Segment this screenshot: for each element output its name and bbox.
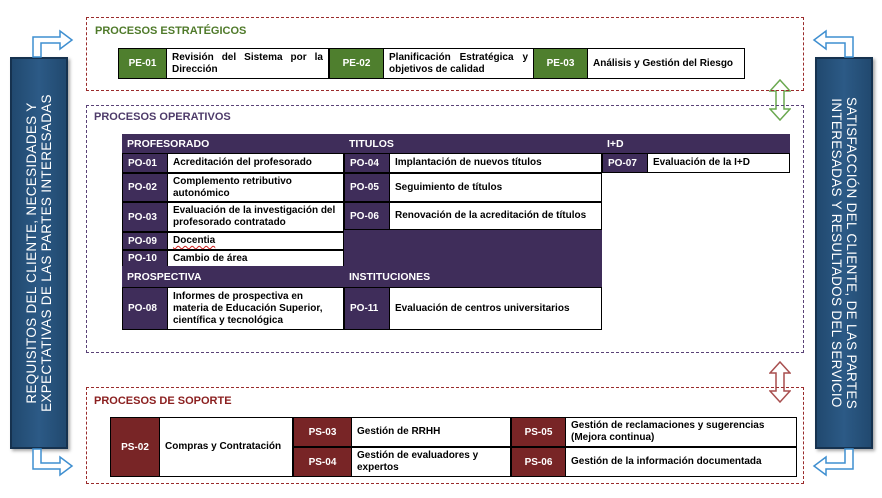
pe-01-label: Revisión del Sistema por la Dirección <box>166 48 329 79</box>
top-left-bend-arrow-icon <box>30 26 74 58</box>
soporte-title: PROCESOS DE SOPORTE <box>94 395 232 407</box>
po-02-label: Complemento retributivo autonómico <box>167 173 344 202</box>
po-09-label-text: Docentia <box>173 235 216 246</box>
ps-03-label: Gestión de RRHH <box>351 417 511 447</box>
id-header: I+D <box>602 134 790 153</box>
po-04-label: Implantación de nuevos títulos <box>389 153 602 173</box>
po-06-label: Renovación de la acreditación de títulos <box>389 202 602 230</box>
po-08-code: PO-08 <box>122 287 168 330</box>
top-right-bend-arrow-icon <box>812 26 856 58</box>
po-11-label: Evaluación de centros universitarios <box>389 287 602 330</box>
ps-04-label: Gestión de evaluadores y expertos <box>351 447 511 477</box>
po-04-code: PO-04 <box>344 153 390 173</box>
estrategicos-title: PROCESOS ESTRATÉGICOS <box>95 25 247 37</box>
po-05-code: PO-05 <box>344 173 390 202</box>
pe-02-label: Planificación Estratégica y objetivos de calidad <box>383 48 534 79</box>
profesorado-header: PROFESORADO <box>122 134 344 153</box>
po-08-label: Informes de prospectiva en materia de Educación Superior, científica y tecnológica <box>167 287 344 330</box>
client-requirements-bar <box>10 57 68 449</box>
ps-02-code: PS-02 <box>110 417 160 477</box>
bottom-left-bend-arrow-icon <box>30 448 74 480</box>
po-06-code: PO-06 <box>344 202 390 230</box>
operativos-title: PROCESOS OPERATIVOS <box>94 111 231 123</box>
po-01-label: Acreditación del profesorado <box>167 153 344 173</box>
po-10-label: Cambio de área <box>167 250 344 267</box>
pe-01-code: PE-01 <box>118 48 167 79</box>
po-09-code: PO-09 <box>122 232 168 250</box>
ps-04-code: PS-04 <box>293 447 352 477</box>
po-02-code: PO-02 <box>122 173 168 202</box>
po-01-code: PO-01 <box>122 153 168 173</box>
ps-02-label: Compras y Contratación <box>159 417 293 477</box>
po-10-code: PO-10 <box>122 250 168 267</box>
ps-05-code: PS-05 <box>511 417 566 447</box>
ps-06-label: Gestión de la información documentada <box>565 447 797 477</box>
client-satisfaction-line-2: INTERESADAS Y RESULTADOS DEL SERVICIO <box>829 98 844 408</box>
po-07-code: PO-07 <box>602 153 648 173</box>
po-07-label: Evaluación de la I+D <box>647 153 790 173</box>
bottom-right-bend-arrow-icon <box>812 448 856 480</box>
ps-06-code: PS-06 <box>511 447 566 477</box>
po-03-label: Evaluación de la investigación del profesorado contratado <box>167 202 344 232</box>
titulos-filler <box>344 229 602 266</box>
po-09-label <box>167 232 344 250</box>
prospectiva-header: PROSPECTIVA <box>122 266 344 287</box>
titulos-header: TITULOS <box>344 134 602 153</box>
pe-02-code: PE-02 <box>329 48 384 79</box>
po-03-code: PO-03 <box>122 202 168 232</box>
ps-05-label: Gestión de reclamaciones y sugerencias (Mejora continua) <box>565 417 797 447</box>
pe-03-label: Análisis y Gestión del Riesgo <box>587 48 745 79</box>
po-11-code: PO-11 <box>344 287 390 330</box>
client-satisfaction-bar <box>815 57 873 449</box>
client-requirements-line-1: REQUISITOS DEL CLIENTE, NECESIDADES Y <box>24 102 39 404</box>
pe-03-code: PE-03 <box>533 48 588 79</box>
po-05-label: Seguimiento de títulos <box>389 173 602 202</box>
client-satisfaction-line-1: SATISFACCIÓN DEL CLIENTE, DE LAS PARTES <box>844 96 859 410</box>
ps-03-code: PS-03 <box>293 417 352 447</box>
client-requirements-line-2: EXPECTATIVAS DE LAS PARTES INTERESADAS <box>39 94 54 412</box>
instituciones-header: INSTITUCIONES <box>344 266 602 287</box>
